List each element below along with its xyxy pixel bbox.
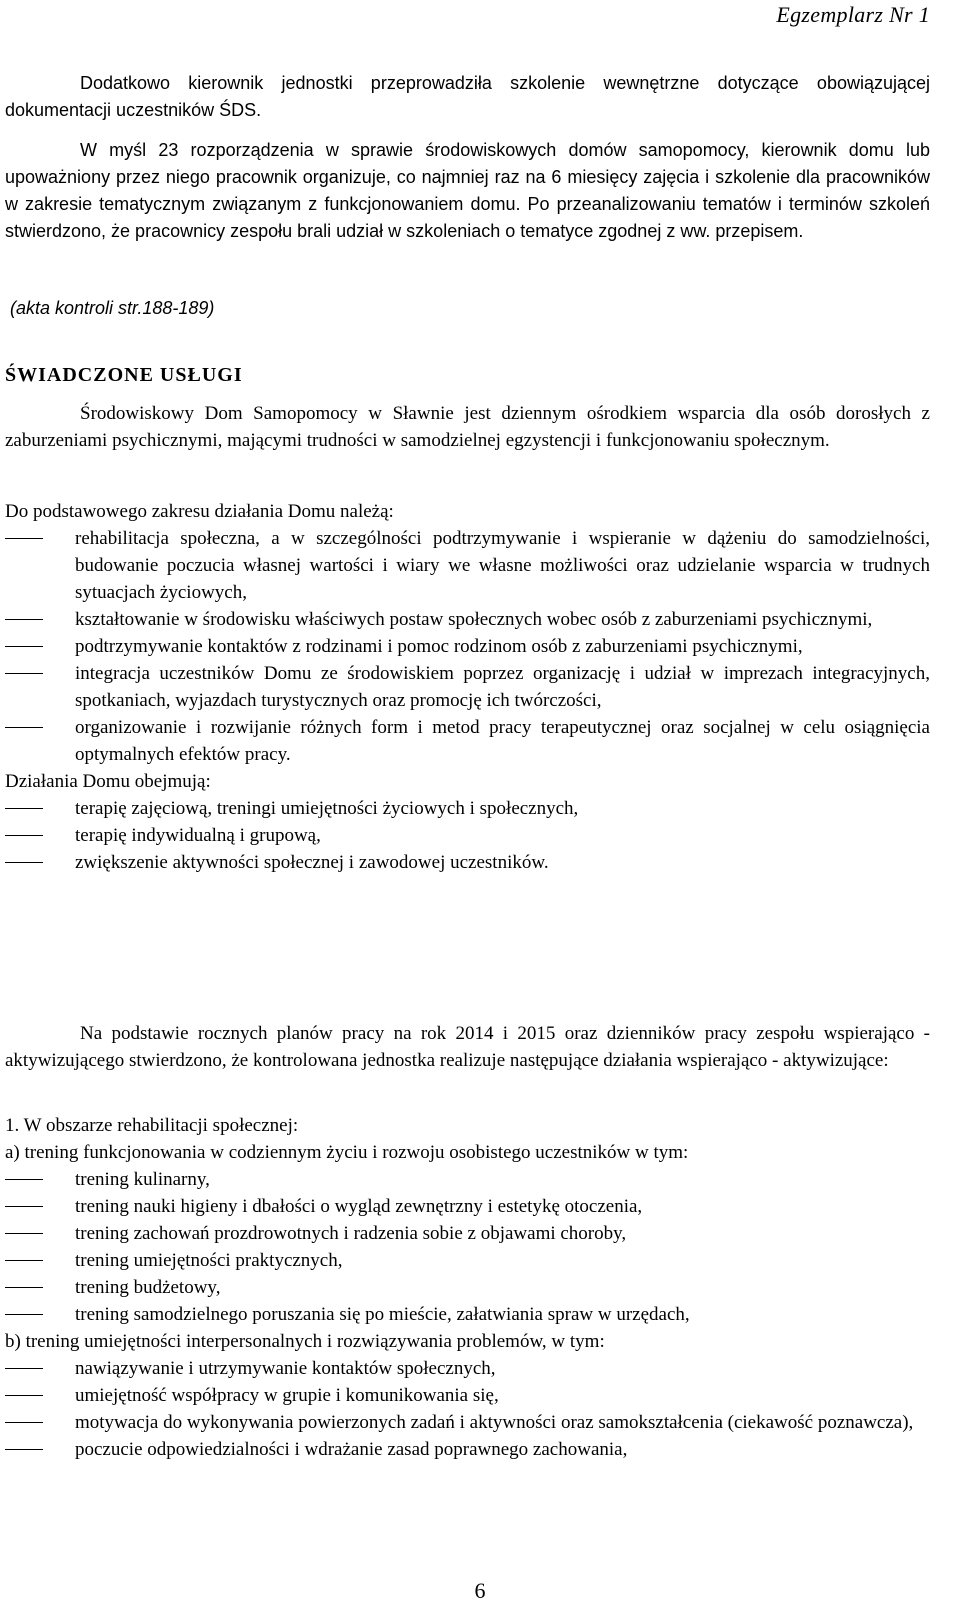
intro-paragraph-2b: Po przeanalizowaniu tematów i terminów szkoleń stwierdzono, że pracownicy zespołu brali udział w szkoleniach o tematyce zgodnej z ww. przepisem. (5, 194, 930, 241)
subsection-a-heading: a) trening funkcjonowania w codziennym życiu i rozwoju osobistego uczestników w tym: (5, 1142, 689, 1163)
list-item: trening zachowań prozdrowotnych i radzenia sobie z objawami choroby, (5, 1220, 930, 1247)
dash-bullet (5, 862, 43, 863)
dash-bullet (5, 1314, 43, 1315)
list-item: motywacja do wykonywania powierzonych zadań i aktywności oraz samokształcenia (ciekawość poznawcza), (5, 1409, 930, 1436)
dash-bullet (5, 727, 43, 728)
list-item: terapię zajęciową, treningi umiejętności życiowych i społecznych, (5, 795, 930, 822)
intro-paragraph-1: Dodatkowo kierownik jednostki przeprowadziła szkolenie wewnętrzne dotyczące obowiązującej dokumentacji uczestników ŚDS. (5, 73, 930, 120)
dash-bullet (5, 619, 43, 620)
list-item: terapię indywidualną i grupową, (5, 822, 930, 849)
dash-bullet (5, 1179, 43, 1180)
subsection-b-heading: b) trening umiejętności interpersonalnych i rozwiązywania problemów, w tym: (5, 1331, 605, 1352)
actions-list (5, 795, 930, 876)
intro-paragraph-2a: W myśl 23 rozporządzenia w sprawie środowiskowych domów samopomocy, kierownik domu lub upoważniony przez niego pracownik organizuje, co najmniej raz na 6 miesięcy zajęcia i szkolenie dla pracowników w zakresie tematycznym związanym z funkcjonowaniem domu. (5, 140, 930, 214)
plans-paragraph: Na podstawie rocznych planów pracy na rok 2014 i 2015 oraz dzienników pracy zespołu wspierająco - aktywizującego stwierdzono, że kontrolowana jednostka realizuje następujące działania wspierająco - aktywizujące: (5, 1023, 930, 1071)
list-item: trening budżetowy, (5, 1274, 930, 1301)
area-1-heading: 1. W obszarze rehabilitacji społecznej: (5, 1115, 299, 1136)
audit-reference: (akta kontroli str.188-189) (10, 298, 215, 318)
actions-label: Działania Domu obejmują: (5, 771, 211, 792)
dash-bullet (5, 1233, 43, 1234)
page-number: 6 (474, 1578, 486, 1603)
copy-label: Egzemplarz Nr 1 (776, 2, 930, 27)
list-item: trening samodzielnego poruszania się po mieście, załatwiania spraw w urzędach, (5, 1301, 930, 1328)
scope-label: Do podstawowego zakresu działania Domu należą: (5, 501, 394, 522)
dash-bullet (5, 1206, 43, 1207)
intro-paragraph-2 (5, 137, 930, 245)
section-paragraph-1: Środowiskowy Dom Samopomocy w Sławnie jest dziennym ośrodkiem wsparcia dla osób dorosłych z zaburzeniami psychicznymi, mającymi trudności w samodzielnej egzystencji i funkcjonowaniu społecznym. (5, 403, 930, 451)
list-item: kształtowanie w środowisku właściwych postaw społecznych wobec osób z zaburzeniami psychicznymi, (5, 606, 930, 633)
list-item: nawiązywanie i utrzymywanie kontaktów społecznych, (5, 1355, 930, 1382)
dash-bullet (5, 1449, 43, 1450)
list-item: trening umiejętności praktycznych, (5, 1247, 930, 1274)
dash-bullet (5, 1287, 43, 1288)
dash-bullet (5, 646, 43, 647)
list-item: integracja uczestników Domu ze środowiskiem poprzez organizację i udział w imprezach integracyjnych, spotkaniach, wyjazdach turystycznych oraz promocję ich twórczości, (5, 660, 930, 714)
dash-bullet (5, 808, 43, 809)
scope-list (5, 525, 930, 768)
dash-bullet (5, 1368, 43, 1369)
dash-bullet (5, 835, 43, 836)
dash-bullet (5, 1395, 43, 1396)
list-item: podtrzymywanie kontaktów z rodzinami i pomoc rodzinom osób z zaburzeniami psychicznymi, (5, 633, 930, 660)
list-item: zwiększenie aktywności społecznej i zawodowej uczestników. (5, 849, 930, 876)
section-heading: ŚWIADCZONE USŁUGI (5, 364, 243, 386)
dash-bullet (5, 1260, 43, 1261)
subsection-b-list (5, 1355, 930, 1463)
dash-bullet (5, 1422, 43, 1423)
dash-bullet (5, 673, 43, 674)
list-item: umiejętność współpracy w grupie i komunikowania się, (5, 1382, 930, 1409)
list-item: trening kulinarny, (5, 1166, 930, 1193)
list-item: poczucie odpowiedzialności i wdrażanie zasad poprawnego zachowania, (5, 1436, 930, 1463)
dash-bullet (5, 538, 43, 539)
subsection-a-list (5, 1166, 930, 1328)
list-item: trening nauki higieny i dbałości o wygląd zewnętrzny i estetykę otoczenia, (5, 1193, 930, 1220)
list-item: organizowanie i rozwijanie różnych form i metod pracy terapeutycznej oraz socjalnej w celu osiągnięcia optymalnych efektów pracy. (5, 714, 930, 768)
list-item: rehabilitacja społeczna, a w szczególności podtrzymywanie i wspieranie w dążeniu do samodzielności, budowanie poczucia własnej wartości i wiary we własne możliwości oraz udzielanie wsparcia w trudnych sytuacjach życiowych, (5, 525, 930, 606)
